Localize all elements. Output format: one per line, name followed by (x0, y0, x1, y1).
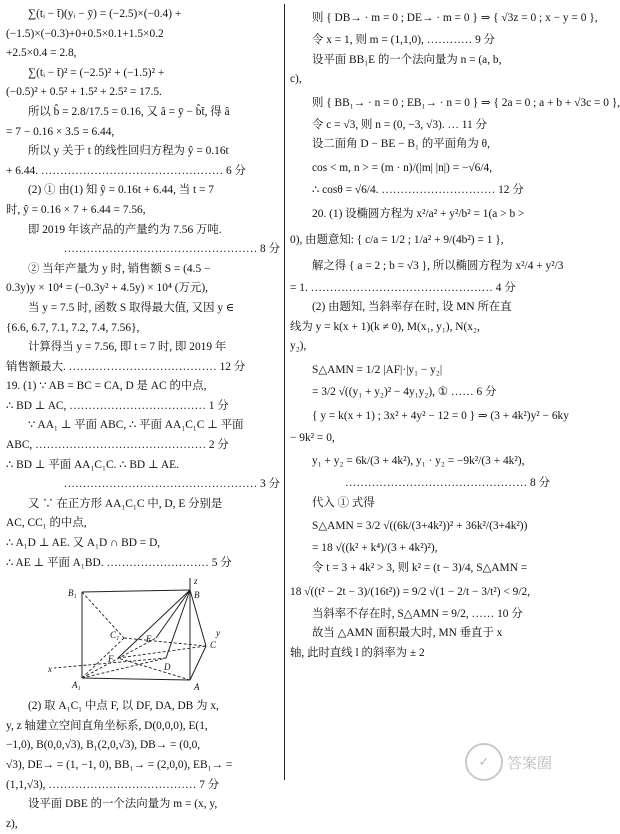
text-line: (2) 取 A₁C₁ 中点 F, 以 DF, DA, DB 为 x, (28, 700, 219, 713)
text-line: 则 { BB₁→ · n = 0 ; EB₁→ · n = 0 } ⇒ { 2a = 0 ; a + b + √3c = 0 }, (312, 96, 620, 109)
text-line: 则 { DB→ · m = 0 ; DE→ · m = 0 } ⇒ { √3z = 0 ; x − y = 0 }, (312, 12, 598, 24)
text-line: 解之得 { a = 2 ; b = √3 }, 所以椭圆方程为 x²/4 + y²/3 (312, 259, 564, 272)
text-line: ∑(tᵢ − t̄)² = (−2.5)² + (−1.5)² + (28, 66, 165, 79)
text-line: { y = k(x + 1) ; 3x² + 4y² − 12 = 0 } ⇒ (3 + 4k²)y² − 6ky (312, 409, 569, 422)
text-line: 又 ∵ 在正方形 AA₁C₁C 中, D, E 分别是 (28, 497, 223, 510)
text-line: …………………………………………… 3 分 (63, 478, 280, 491)
text-line: AC, CC₁ 的中点, (6, 517, 87, 530)
watermark-logo-icon: ✓ (465, 743, 503, 781)
text-line: …………………………………………… 8 分 (63, 243, 280, 256)
text-line: ∴ A₁D ⊥ AE. 又 A₁D ∩ BD = D, (6, 537, 161, 550)
text-line: 当斜率不存在时, S△AMN = 9/2, …… 10 分 (312, 607, 523, 620)
text-line: ∴ BD ⊥ 平面 AA₁C₁C. ∴ BD ⊥ AE. (6, 458, 179, 471)
text-line: cos < m, n > = (m · n)/(|m| |n|) = −√6/4, (312, 161, 493, 174)
text-line: + 6.44. ………………………………………… 6 分 (6, 164, 246, 177)
figure-label: E (146, 634, 152, 645)
text-line: ………………………………………… 8 分 (344, 477, 550, 490)
text-line: (2) ① 由(1) 知 ŷ = 0.16t + 6.44, 当 t = 7 (28, 184, 215, 197)
text-line: ② 当年产量为 y 时, 销售额 S = (4.5 − (28, 262, 211, 275)
figure-label: B (194, 590, 200, 601)
text-line: 令 t = 3 + 4k² > 3, 则 k² = (t − 3)/4, S△AMN = (312, 561, 528, 574)
text-line: 线为 y = k(x + 1)(k ≠ 0), M(x₁, y₁), N(x₂, (290, 320, 480, 333)
figure-label: z (194, 576, 198, 587)
text-line: 0), 由题意知: { c/a = 1/2 ; 1/a² + 9/(4b²) = 1 }, (290, 233, 504, 246)
text-line: ∑(tᵢ − t̄)(yᵢ − ȳ) = (−2.5)×(−0.4) + (28, 8, 182, 20)
text-line: {6.6, 6.7, 7.1, 7.2, 7.4, 7.56}, (6, 321, 140, 334)
text-line: ∴ BD ⊥ AC, ……………………………… 1 分 (6, 399, 229, 412)
text-line: = 7 − 0.16 × 3.5 = 6.44, (6, 125, 115, 138)
text-line: 代入 ① 式得 (312, 496, 375, 509)
text-line: − 9k² = 0, (290, 431, 335, 444)
figure-label: B₁ (68, 588, 77, 599)
figure-label: F (108, 654, 114, 665)
text-line: 0.3y)y × 10⁴ = (−0.3y² + 4.5y) × 10⁴ (万元), (6, 282, 208, 295)
text-line: = 3/2 √((y₁ + y₂)² − 4y₁y₂), ① …… 6 分 (312, 385, 497, 398)
text-line: 故当 △AMN 面积最大时, MN 垂直于 x (312, 627, 503, 640)
text-line: ∵ AA₁ ⊥ 平面 ABC, ∴ 平面 AA₁C₁C ⊥ 平面 (28, 419, 244, 432)
figure-label: y (216, 628, 220, 639)
figure-label: C (210, 640, 217, 651)
text-line: S△AMN = 1/2 |AF|·|y₁ − y₂| (312, 363, 443, 376)
text-line: y₁ + y₂ = 6k/(3 + 4k²), y₁ · y₂ = −9k²/(3 + 4k²), (312, 455, 525, 468)
text-line: (2) 由题知, 当斜率存在时, 设 MN 所在直 (312, 301, 512, 314)
watermark-text: 答案圈 (506, 753, 552, 772)
text-line: (1,1,√3), ………………………………… 7 分 (6, 778, 220, 791)
text-line: 时, ŷ = 0.16 × 7 + 6.44 = 7.56, (6, 203, 146, 216)
prism-figure (46, 576, 226, 694)
watermark (465, 743, 552, 781)
text-line: 设二面角 D − BE − B₁ 的平面角为 θ, (312, 138, 490, 151)
text-line: (−0.5)² + 0.5² + 1.5² + 2.5² = 17.5. (6, 86, 162, 99)
text-line: 令 c = √3, 则 n = (0, −3, √3). … 11 分 (312, 118, 487, 131)
text-line: S△AMN = 3/2 √((6k/(3+4k²))² + 36k²/(3+4k²)) (312, 520, 528, 533)
text-line: z), (6, 817, 18, 830)
right-column (290, 5, 620, 663)
figure-label: A₁ (72, 680, 81, 691)
text-line: 设平面 BB₁E 的一个法向量为 n = (a, b, (312, 53, 502, 66)
text-line: 18 √((t² − 2t − 3)/(16t²)) = 9/2 √(1 − 2/t − 3/t²) < 9/2, (290, 585, 531, 598)
text-line: y, z 轴建立空间直角坐标系, D(0,0,0), E(1, (6, 719, 208, 732)
text-line: y₂), (290, 340, 307, 353)
figure-label: x (48, 664, 52, 675)
text-line: 当 y = 7.5 时, 函数 S 取得最大值, 又因 y ∈ (28, 301, 235, 314)
text-line: ∴ AE ⊥ 平面 A₁BD. ……………………… 5 分 (6, 556, 232, 569)
text-line: −1,0), B(0,0,√3), B₁(2,0,√3), DB→ = (0,0, (6, 739, 201, 752)
left-column (6, 5, 280, 834)
text-line: = 18 √((k² + k⁴)/(3 + 4k²)²), (312, 542, 438, 555)
text-line: c), (290, 73, 302, 86)
text-line: 所以 b̂ = 2.8/17.5 = 0.16, 又 â = ȳ − b̂t̄, 得 â (28, 105, 230, 118)
text-line: 即 2019 年该产品的产量约为 7.56 万吨. (28, 223, 222, 236)
text-line: ABC, ……………………………………… 2 分 (6, 439, 229, 452)
text-line: 轴, 此时直线 l 的斜率为 ± 2 (290, 646, 425, 659)
text-line: 19. (1) ∵ AB = BC = CA, D 是 AC 的中点, (6, 380, 207, 393)
text-line: 令 x = 1, 则 m = (1,1,0), ………… 9 分 (312, 34, 496, 46)
text-line: = 1. ………………………………………… 4 分 (290, 281, 516, 294)
text-line: ∴ cosθ = √6/4. ………………………… 12 分 (312, 183, 524, 196)
text-line: 销售额最大. ………………………………… 12 分 (6, 360, 246, 373)
text-line: √3), DE→ = (1, −1, 0), BB₁→ = (2,0,0), EB₁→ = (6, 759, 233, 771)
figure-label: D (164, 662, 171, 673)
figure-label: A (194, 682, 200, 693)
text-line: 设平面 DBE 的一个法向量为 m = (x, y, (28, 798, 218, 811)
text-line: +2.5×0.4 = 2.8, (6, 47, 77, 60)
text-line: 所以 y 关于 t 的线性回归方程为 ŷ = 0.16t (28, 145, 229, 158)
figure-label: C₁ (110, 630, 120, 641)
text-line: 20. (1) 设椭圆方程为 x²/a² + y²/b² = 1(a > b > (312, 207, 525, 220)
text-line: (−1.5)×(−0.3)+0+0.5×0.1+1.5×0.2 (6, 27, 164, 40)
text-line: 计算得当 y = 7.56, 即 t = 7 时, 即 2019 年 (28, 341, 227, 354)
column-divider (284, 4, 285, 780)
